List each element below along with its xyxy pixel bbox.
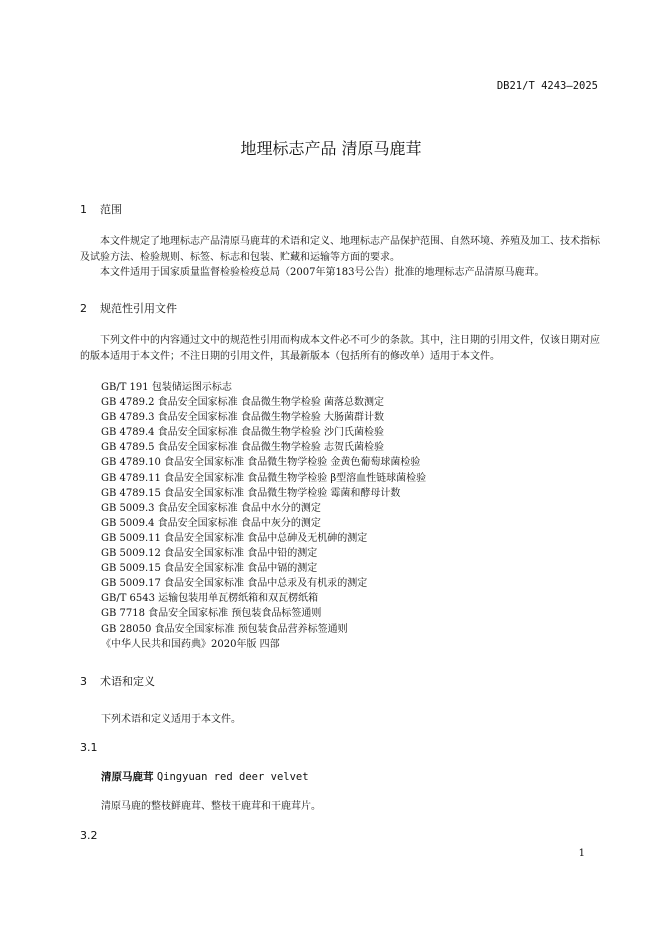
- section-1-heading: [80, 201, 122, 217]
- page-number: 1: [578, 848, 585, 859]
- reference-item: GB 4789.5 食品安全国家标准 食品微生物学检验 志贺氏菌检验: [101, 442, 385, 454]
- section-2-heading: [80, 300, 177, 316]
- reference-item: GB 4789.3 食品安全国家标准 食品微生物学检验 大肠菌群计数: [101, 412, 385, 424]
- section-title: 范围: [100, 203, 122, 216]
- reference-item: GB 4789.4 食品安全国家标准 食品微生物学检验 沙门氏菌检验: [101, 427, 385, 439]
- section-number: 2: [80, 302, 87, 315]
- reference-list: [101, 380, 426, 652]
- reference-item: GB/T 191 包装储运图示标志: [101, 382, 232, 393]
- reference-item: GB 4789.2 食品安全国家标准 食品微生物学检验 菌落总数测定: [101, 397, 385, 409]
- reference-item: GB 4789.10 食品安全国家标准 食品微生物学检验 金黄色葡萄球菌检验: [101, 457, 421, 469]
- section-title: 术语和定义: [100, 675, 155, 688]
- reference-item: GB 5009.15 食品安全国家标准 食品中镉的测定: [101, 563, 318, 575]
- section-3-heading: [80, 673, 155, 689]
- reference-item: GB 5009.4 食品安全国家标准 食品中灰分的测定: [101, 517, 321, 529]
- reference-item: GB/T 6543 运输包装用单瓦楞纸箱和双瓦楞纸箱: [101, 593, 319, 605]
- section-title: 规范性引用文件: [100, 302, 177, 315]
- reference-item: GB 5009.3 食品安全国家标准 食品中水分的测定: [101, 502, 321, 514]
- document-number: DB21/T 4243—2025: [496, 80, 598, 92]
- term-name-en: Qingyuan red deer velvet: [156, 771, 309, 783]
- reference-item: 《中华人民共和国药典》2020年版 四部: [101, 638, 280, 650]
- reference-item: GB 5009.17 食品安全国家标准 食品中总汞及有机汞的测定: [101, 578, 368, 590]
- section-3-intro: 下列术语和定义适用于本文件。: [101, 714, 241, 725]
- term-definition: 清原马鹿的整枝鲜鹿茸、整枝干鹿茸和干鹿茸片。: [101, 801, 321, 812]
- reference-item: GB 4789.15 食品安全国家标准 食品微生物学检验 霉菌和酵母计数: [101, 487, 401, 499]
- reference-item: GB 5009.11 食品安全国家标准 食品中总砷及无机砷的测定: [101, 532, 368, 544]
- reference-item: GB 4789.11 食品安全国家标准 食品微生物学检验 β型溶血性链球菌检验: [101, 472, 427, 484]
- reference-item: GB 7718 食品安全国家标准 预包装食品标签通则: [101, 608, 322, 620]
- document-title: 地理标志产品 清原马鹿茸: [240, 139, 422, 158]
- paragraph: 本文件适用于国家质量监督检验检疫总局（2007年第183号公告）批准的地理标志产品清原马鹿茸。: [100, 267, 545, 278]
- reference-item: GB 5009.12 食品安全国家标准 食品中铅的测定: [101, 548, 318, 560]
- section-2-intro: [80, 333, 600, 364]
- section-1-body: [80, 234, 600, 281]
- paragraph: 下列文件中的内容通过文中的规范性引用而构成本文件必不可少的条款。其中，注日期的引用文件，仅该日期对应的版本适用于本文件；不注日期的引用文件，其最新版本（包括所有的修改单）适用于本文件。: [80, 335, 600, 362]
- term-number: 3.1: [80, 741, 98, 754]
- paragraph: 本文件规定了地理标志产品清原马鹿茸的术语和定义、地理标志产品保护范围、自然环境、养殖及加工、技术指标及试验方法、检验规则、标签、标志和包装、贮藏和运输等方面的要求。: [80, 236, 600, 263]
- section-number: 1: [80, 203, 87, 216]
- section-number: 3: [80, 675, 87, 688]
- term-heading: [101, 769, 309, 784]
- reference-item: GB 28050 食品安全国家标准 预包装食品营养标签通则: [101, 623, 348, 635]
- term-name-zh: 清原马鹿茸: [101, 771, 154, 783]
- term-number: 3.2: [80, 829, 98, 842]
